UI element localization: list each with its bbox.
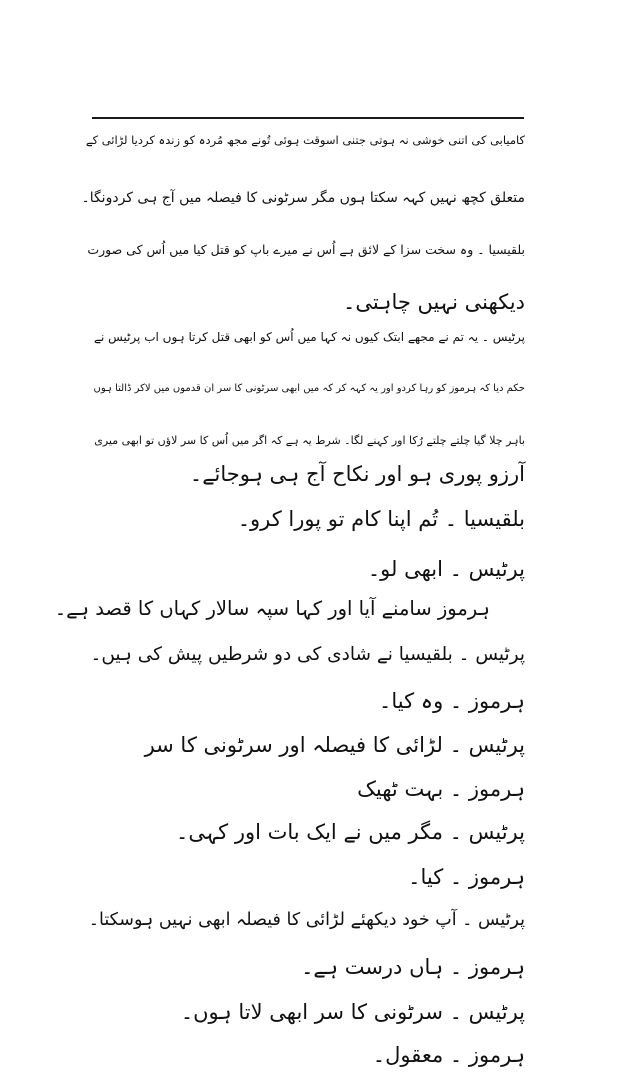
speaker-line: پرٹیس ۔ سرٹونی کا سر ابھی لاتا ہوں۔ <box>180 1000 525 1024</box>
speaker-line: ہرموز ۔ بہت ٹھیک <box>357 777 525 801</box>
top-rule <box>92 117 524 119</box>
speaker-line: پرٹیس ۔ ابھی لو۔ <box>367 557 525 581</box>
speaker-line: پرٹیس ۔ آپ خود دیکھئے لڑائی کا فیصلہ ابھی نہیں ہوسکتا۔ <box>88 910 525 930</box>
speaker-line: پرٹیس ۔ یہ تم نے مجھے ابتک کیوں نہ کہا میں اُس کو ابھی قتل کرتا ہوں اب پرٹیس نے <box>93 330 525 344</box>
text-line: کامیابی کی اتنی خوشی نہ ہوتی جتنی اسوقت ہوئی تُونے مجھ مُردہ کو زندہ کردیا لڑائی کے <box>85 133 525 147</box>
speaker-line: ہرموز ۔ وہ کیا۔ <box>379 689 525 713</box>
speaker-line: بلقیسیا ۔ وہ سخت سزا کے لائق ہے اُس نے میرے باپ کو قتل کیا میں اُس کی صورت <box>87 242 525 257</box>
text-line: دیکھنی نہیں چاہتی۔ <box>343 290 525 314</box>
stage-direction: ہرموز سامنے آیا اور کہا سپہ سالار کہاں کا قصد ہے۔ <box>54 597 490 620</box>
text-line: آرزو پوری ہو اور نکاح آج ہی ہوجائے۔ <box>189 462 525 486</box>
speaker-line: پرٹیس ۔ لڑائی کا فیصلہ اور سرٹونی کا سر <box>144 733 525 757</box>
text-line: باہر چلا گیا چلتے چلتے رُکا اور کہنے لگا۔ شرط یہ ہے کہ اگر میں اُس کا سر لاؤں تو ابھی میری <box>94 434 525 447</box>
speaker-line: ہرموز ۔ کیا۔ <box>408 865 525 889</box>
speaker-line: پرٹیس ۔ مگر میں نے ایک بات اور کہی۔ <box>176 820 525 844</box>
speaker-line: ہرموز ۔ معقول۔ <box>372 1043 525 1067</box>
speaker-line: ہرموز ۔ ہاں درست ہے۔ <box>301 955 525 979</box>
speaker-line: پرٹیس ۔ بلقیسیا نے شادی کی دو شرطیں پیش کی ہیں۔ <box>90 644 525 665</box>
speaker-line: بلقیسیا ۔ تُم اپنا کام تو پورا کرو۔ <box>237 507 525 531</box>
text-line: متعلق کچھ نہیں کہہ سکتا ہوں مگر سرٹونی کا فیصلہ میں آج ہی کردونگا۔ <box>81 190 525 206</box>
text-line: حکم دیا کہ ہرموز کو رہا کردو اور یہ کہہ کر کہ میں ابھی سرٹونی کا سر ان قدموں میں لاکر ڈالتا ہوں <box>93 383 525 394</box>
